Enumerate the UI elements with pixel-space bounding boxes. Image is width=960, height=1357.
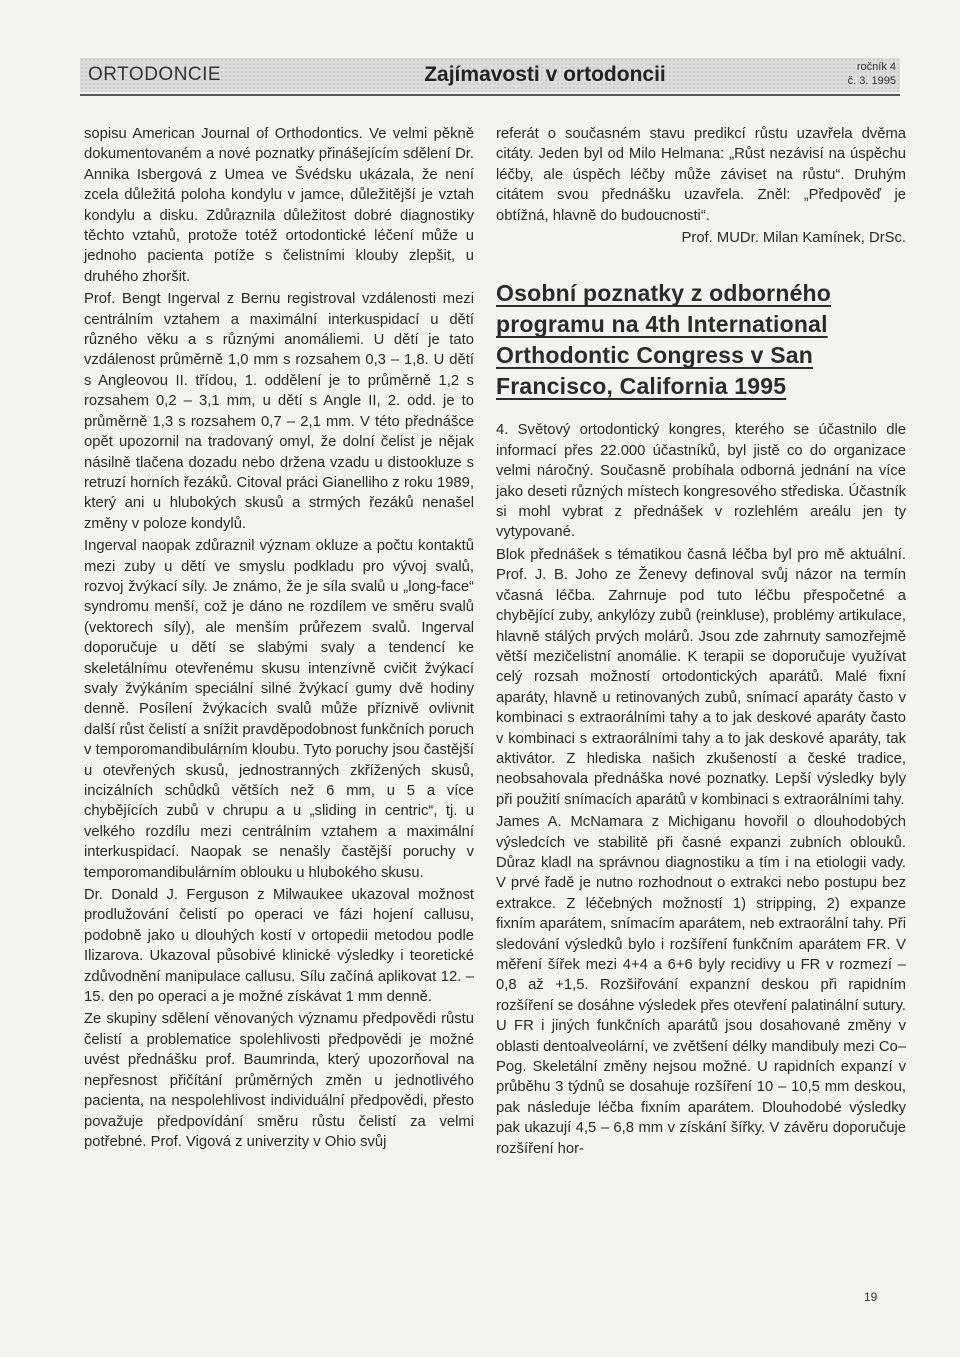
header-issue: č. 3. 1995 [847,75,896,87]
right-paragraph: Blok přednášek s tématikou časná léčba byl pro mě aktuální. Prof. J. B. Joho ze Ženevy definoval svůj názor na termín včasná léčba. Zahrnuje pod tuto léčbu přespočetné a chybějící zuby, ankylózy zubů (reinkluse), problémy artikulace, hlavně stálých prvých molárů. Jsou zde zahrnuty samozřejmě větší mezičelistní anomálie. K terapii se doporučuje využívat celý rozsah možností ortodontických aparátů. Malé fixní aparáty, hlavně u retinovaných zubů, snímací aparáty často v kombinaci s extraorálními tahy a to jak deskové aparáty často v kombinaci s extraorálními tahy a to jak deskové aparáty, tak aktivátor. Z hlediska našich zkušeností a české tradice, neobsahovala přednáška nové poznatky. Lepší výsledky byly při použití snímacích aparátů v kombinaci s extraorálními tahy. [496,546,906,808]
header-section-label: ORTODONCIE [88,64,222,85]
right-intro-paragraph: referát o současném stavu predikcí růstu uzavřela dvěma citáty. Jeden byl od Milo Helmana: „Růst nezávisí na úspěchu léčby, ale úspěch léčby může záviset na růstu“. Druhým citátem svou přednášku uzavřela. Zněl: „Předpověď je obtížná, hlavně do budoucnosti“. [496,126,906,224]
author-signature: Prof. MUDr. Milan Kamínek, DrSc. [681,230,906,247]
left-paragraph: Ingerval naopak zdůraznil význam okluze a počtu kontaktů mezi zuby u dětí ve smyslu podkladu pro vývoj svalů, rozvoj žvýkací síly. Je známo, že je síla svalů u „long-face“ syndromu menší, což je dáno ne rozdílem ve směru svalů (vektorech síly), ale menším průřezem svalů. Ingerval doporučuje u dětí se slabými svaly a tendencí ke skeletálnímu otevřenému skusu intenzívně cvičit žvýkací svaly žvýkáním speciální silné žvýkací gumy dvě hodiny denně. Posílení žvýkacích svalů může příznivě ovlivnit další růst čelistí a snížit pravděpodobnost funkčních poruch v temporomandibulárním kloubu. Tyto poruchy jsou častější u otevřených skusů, jednostranných zkřížených skusů, incizálních schůdků větších než 6 mm, u 5 a více chybějících zubů v chrupu a u „sliding in centric“, tj. u velkého rozdílu mezi centrálním vztahem a maximální interkuspidací. Naopak se nenašly častější poruchy v temporomandibulárním oblouku u hlubokého skusu. [84,538,474,881]
left-paragraph: Dr. Donald J. Ferguson z Milwaukee ukazoval možnost prodlužování čelistí po operaci ve fázi hojení callusu, podobně jako u dlouhých kostí v ortopedii metodou podle Ilizarova. Ukazoval působivé klinické výsledky i teoretické zdůvodnění manipulace callusu. Sílu začíná aplikovat 12. – 15. den po operaci a je možné získávat 1 mm denně. [84,887,474,1006]
right-paragraph: 4. Světový ortodontický kongres, kterého se účastnilo dle informací přes 22.000 účastníků, byl jistě co do organizace velmi náročný. Současně probíhala odborná jednání na více jako deseti různých místech kongresového střediska. Účastník si mohl vybrat z přednášek v rozlehlém areálu jen ty vytypované. [496,422,906,541]
left-paragraph: Prof. Bengt Ingerval z Bernu registroval vzdálenosti mezi centrálním vztahem a maximální interkuspidací u dětí různého věku a s různými anomáliemi. U dětí je tato vzdálenost průměrně 1,0 mm s rozsahem 0,3 – 1,8. U dětí s Angleovou II. třídou, 1. oddělení je to průměrně 1,2 s rozsahem 0,2 – 3,1 mm, u dětí s Angle II, 2. odd. je to průměrně 1,3 s rozsahem 0,7 – 2,1 mm. V této přednášce opět upozornil na tradovaný omyl, že dolní čelist je nějak násilně tlačena dozadu nebo držena vzadu u distookluze s retruzí horních řezáků. Citoval práci Gianelliho z roku 1989, který ani u hlubokých skusů a strmých řezáků nenašel změny v poloze kondylů. [84,291,474,532]
page-number: 19 [864,1290,878,1304]
header-volume: ročník 4 [856,61,896,73]
left-paragraph: sopisu American Journal of Orthodontics. Ve velmi pěkně dokumentovaném a nové poznatky přinášejícím sdělení Dr. Annika Isbergová z Umea ve Švédsku ukázala, že není zcela důležitá poloha kondylu v jamce, důležitější je vztah kondylu a disku. Zdůraznila důležitost dobré diagnostiky těchto vztahů, protože totéž ortodontické léčení může u jednoho pacienta potíže s čelistními klouby zlepšit, u druhého zhoršit. [84,126,474,285]
header-issue-info [848,60,896,88]
right-paragraph: James A. McNamara z Michiganu hovořil o dlouhodobých výsledcích ve stabilitě při časné expanzi zubních oblouků. Důraz kladl na správnou diagnostiku a tím i na etiologii vady. V prvé řadě je nutno rozhodnout o extrakci nebo postupu bez extrakce. Z léčebných možností 1) stripping, 2) expanze fixním aparátem, snímacím aparátem, neb extraorální tahy. Při sledování výsledků bylo i rozšíření funkčním aparátem FR. V měření šířek mezi 4+4 a 6+6 byly recidivy u FR v rozmezí –0,8 až +1,5. Rozšiřování expanzní deskou při rapidním rozšíření se dosáhne výsledek přes otevření palatinální sutury. U FR i jiných funkčních aparátů jsou dosahované změny v oblasti dentoalveolární, ve zvětšení délky mandibuly mezi Co–Pog. Skeletální změny nejsou možné. U rapidních expanzí v průběhu 3 týdnů se dosahuje rozšíření 10 – 10,5 mm deskou, pak následuje léčba fixním aparátem. Dlouhodobé výsledky pak ukazují 4,5 – 6,8 mm v získání šířky. V závěru doporučuje rozšíření hor- [496,814,906,1157]
section-heading: Osobní poznatky z odborného programu na 4th International Orthodontic Congress v San Francisco, California 1995 [496,280,832,400]
header-rule [80,94,900,96]
left-column [84,124,474,1154]
left-paragraph: Ze skupiny sdělení věnovaných významu předpovědi růstu čelistí a problematice spolehlivosti předpovědi je možné uvést přednášku prof. Baumrinda, který upozorňoval na nepřesnost přičítání průměrných změn u jednotlivého pacienta, na nespolehlivost individuální předpovědi, přesto považuje předpovídání směru růstu čelistí za velmi potřebné. Prof. Vigová z univerzity v Ohio svůj [84,1011,474,1150]
right-column [496,124,906,1161]
page-header [80,58,900,92]
header-title: Zajímavosti v ortodoncii [424,63,666,86]
